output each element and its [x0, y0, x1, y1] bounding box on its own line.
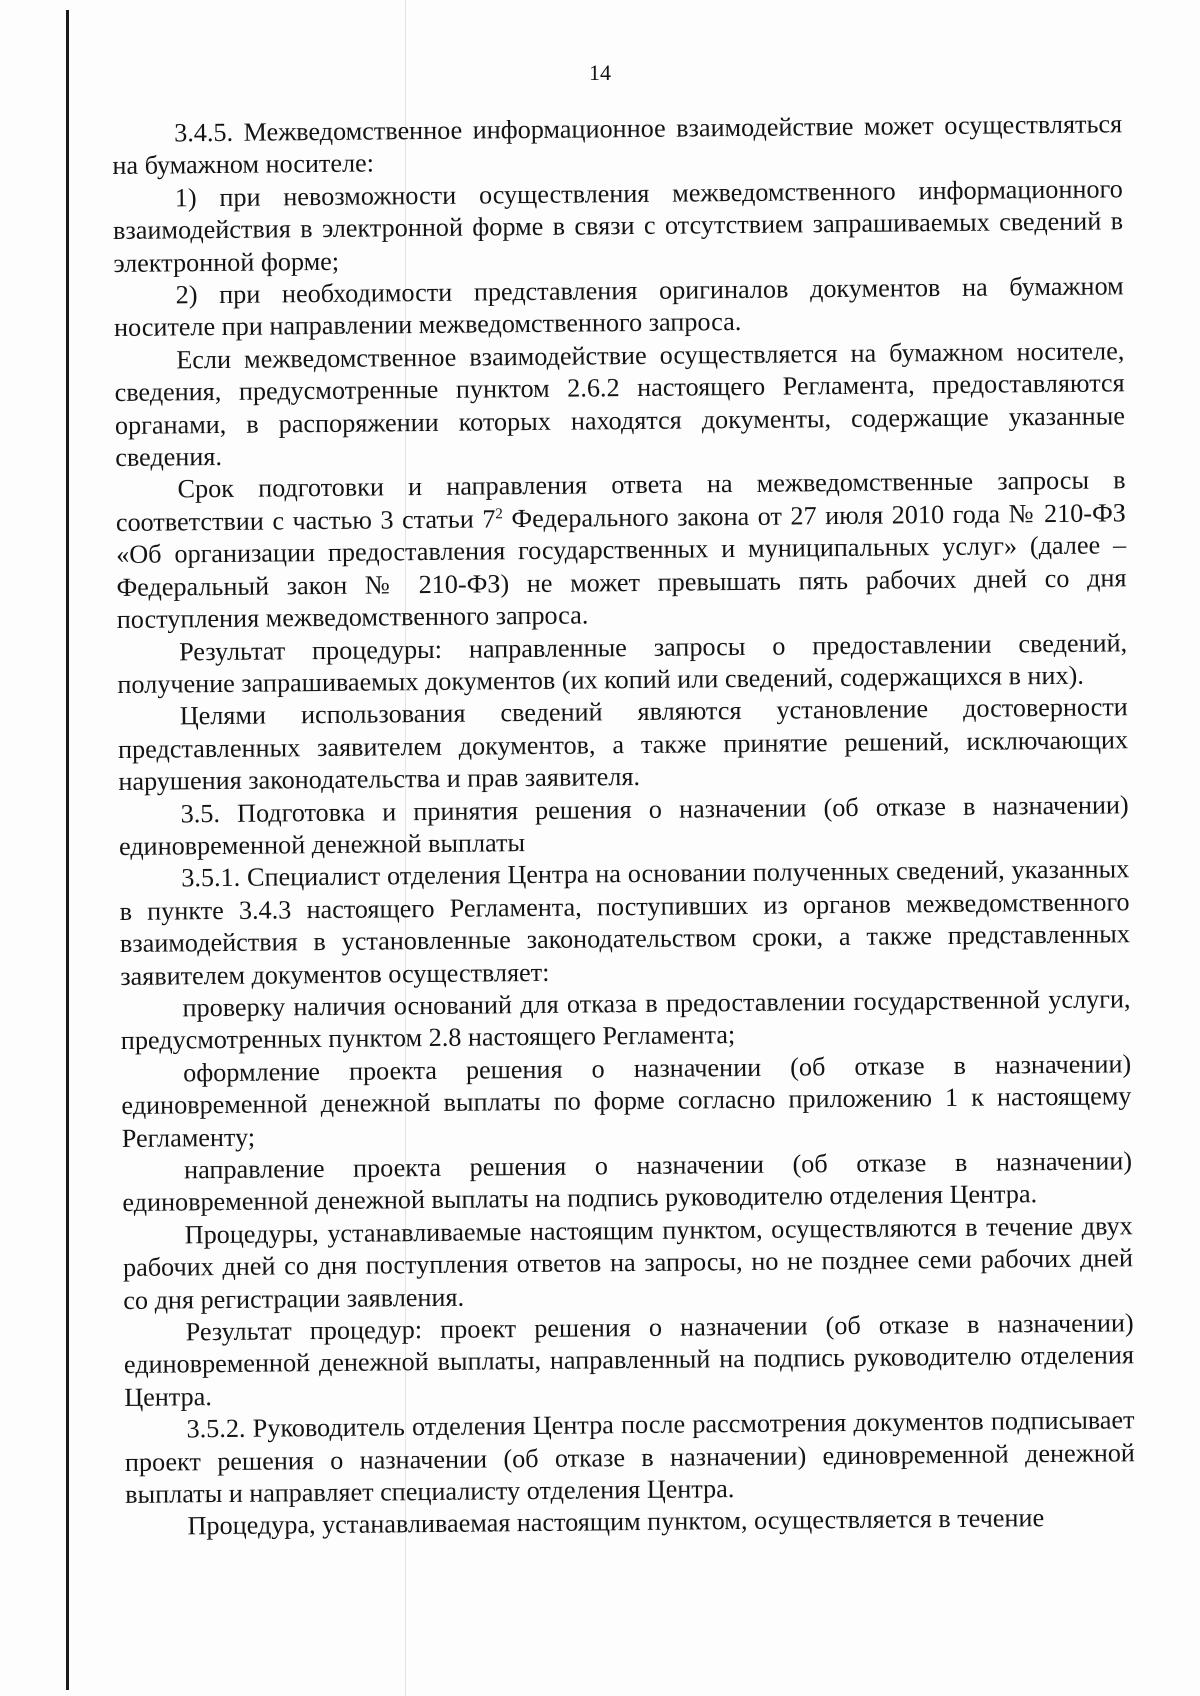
list-item-draft-decision: оформление проекта решения о назначении (об отказе в назначении) единовременной денежной выплаты по форме согласно приложению 1 к настоящему Регламенту;	[121, 1049, 1132, 1153]
paragraph-3-4-5: 3.4.5. Межведомственное информационное взаимодействие может осуществляться на бумажном носителе:	[112, 109, 1123, 181]
paragraph-item-2: 2) при необходимости представления оригиналов документов на бумажном носителе при направлении межведомственного запроса.	[113, 271, 1124, 343]
superscript-marker: 2	[495, 506, 503, 523]
section-heading-3-5: 3.5. Подготовка и принятия решения о назначении (об отказе в назначении) единовременной денежной выплаты	[118, 789, 1129, 861]
deadline-text-start: Срок подготовки и направления ответа на межведомственные запросы в соответствии с частью 3 статьи 7	[115, 465, 1126, 537]
paragraph-deadline	[115, 465, 1127, 637]
paragraph-3-5-1: 3.5.1. Специалист отделения Центра на основании полученных сведений, указанных в пункте 3.4.3 настоящего Регламента, поступивших из органов межведомственного взаимодействия в установленные законодательством сроки, а также представленных заявителем документов осуществляет:	[119, 854, 1131, 991]
page-number: 14	[589, 60, 611, 85]
binding-edge-line	[66, 10, 69, 1690]
document-body	[112, 108, 1136, 1544]
paragraph-last-line: Процедура, устанавливаемая настоящим пунктом, осуществляется в течение	[187, 1503, 1045, 1541]
list-item-send-for-signature: направление проекта решения о назначении (об отказе в назначении) единовременной денежной выплаты на подпись руководителю отделения Центра.	[122, 1146, 1133, 1218]
paragraph-procedure-terms: Процедуры, устанавливаемые настоящим пунктом, осуществляются в течение двух рабочих дней со дня поступления ответов на запросы, но не позднее семи рабочих дней со дня регистрации заявления.	[122, 1211, 1134, 1315]
paragraph-3-5-2: 3.5.2. Руководитель отделения Центра после рассмотрения документов подписывает проект решения о назначении (об отказе в назначении) единовременной денежной выплаты и направляет специалисту отделения Центра.	[124, 1405, 1135, 1509]
paragraph-paper-interaction: Если межведомственное взаимодействие осуществляется на бумажном носителе, сведения, предусмотренные пунктом 2.6.2 настоящего Регламента, предоставляются органами, в распоряжении которых находятся документы, содержащие указанные сведения.	[114, 336, 1126, 473]
paragraph-procedure-result: Результат процедуры: направленные запросы о предоставлении сведений, получение запрашиваемых документов (их копий или сведений, содержащихся в них).	[117, 627, 1128, 699]
list-item-check-grounds: проверку наличия оснований для отказа в предоставлении государственной услуги, предусмотренных пунктом 2.8 настоящего Регламента;	[120, 984, 1131, 1056]
deadline-text-end: Федерального закона от 27 июля 2010 года № 210-ФЗ «Об организации предоставления государственных и муниципальных услуг» (далее – Федеральный закон № 210-ФЗ) не может превышать пять рабочих дней со дня поступления межведомственного запроса.	[116, 498, 1127, 635]
paragraph-item-1: 1) при невозможности осуществления межведомственного информационного взаимодействия в электронной форме в связи с отсутствием запрашиваемых сведений в электронной форме;	[112, 174, 1124, 278]
paragraph-purposes: Целями использования сведений являются установление достоверности представленных заявителем документов, а также принятие решений, исключающих нарушения законодательства и прав заявителя.	[117, 692, 1129, 797]
paragraph-procedures-result: Результат процедур: проект решения о назначении (об отказе в назначении) единовременной денежной выплаты, направленный на подпись руководителю отделения Центра.	[123, 1308, 1135, 1412]
